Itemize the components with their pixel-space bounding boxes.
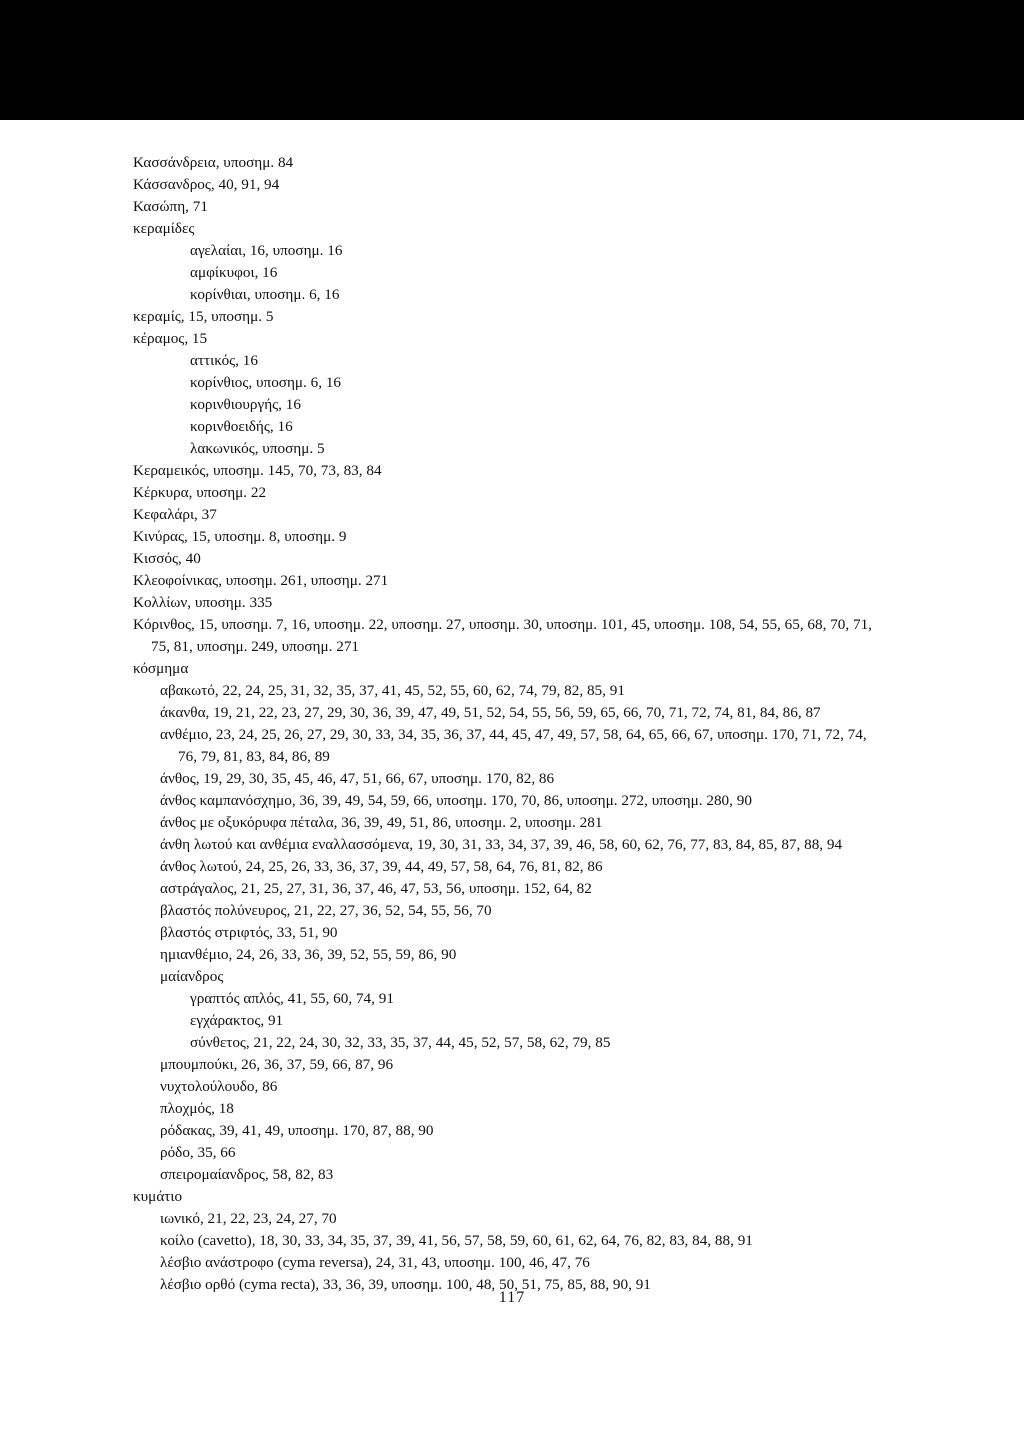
index-headword: Κάσσανδρος, 40, 91, 94	[133, 176, 280, 193]
index-headword: Κασσάνδρεια, υποσημ. 84	[133, 154, 294, 171]
index-subentry: ημιανθέμιο, 24, 26, 33, 36, 39, 52, 55, 59, 86, 90	[160, 946, 457, 963]
index-headword: Κεραμεικός, υποσημ. 145, 70, 73, 83, 84	[133, 462, 382, 479]
index-subentry: άνθος με οξυκόρυφα πέταλα, 36, 39, 49, 51, 86, υποσημ. 2, υποσημ. 281	[160, 814, 603, 831]
index-subentry: άκανθα, 19, 21, 22, 23, 27, 29, 30, 36, 39, 47, 49, 51, 52, 54, 55, 56, 59, 65, 66, 70, 71, 72, 74, 81, 84, 86, 87	[160, 704, 821, 721]
index-subentry: κορίνθιαι, υποσημ. 6, 16	[190, 286, 340, 303]
index-headword: κόσμημα	[133, 660, 189, 677]
index-subentry: κορίνθιος, υποσημ. 6, 16	[190, 374, 342, 391]
index-subentry: πλοχμός, 18	[160, 1100, 234, 1117]
index-subentry: λέσβιο ανάστροφο (cyma reversa), 24, 31, 43, υποσημ. 100, 46, 47, 76	[160, 1254, 590, 1271]
index-headword: Κεφαλάρι, 37	[133, 506, 217, 523]
index-subentry: κορινθοειδής, 16	[190, 418, 293, 435]
index-subentry: σπειρομαίανδρος, 58, 82, 83	[160, 1166, 334, 1183]
index-subentry: κοίλο (cavetto), 18, 30, 33, 34, 35, 37, 39, 41, 56, 57, 58, 59, 60, 61, 62, 64, 76, 82, 83, 84, 88, 91	[160, 1232, 753, 1249]
index-subentry: άνθος καμπανόσχημο, 36, 39, 49, 54, 59, 66, υποσημ. 170, 70, 86, υποσημ. 272, υποσημ. 280, 90	[160, 792, 752, 809]
index-subentry: βλαστός στριφτός, 33, 51, 90	[160, 924, 338, 941]
index-subentry: λακωνικός, υποσημ. 5	[190, 440, 325, 457]
index-headword: κεραμίς, 15, υποσημ. 5	[133, 308, 274, 325]
index-headword: Κινύρας, 15, υποσημ. 8, υποσημ. 9	[133, 528, 347, 545]
index-subentry: ρόδο, 35, 66	[160, 1144, 236, 1161]
index-headword: κεραμίδες	[133, 220, 195, 237]
index-headword: Κολλίων, υποσημ. 335	[133, 594, 273, 611]
index-headword: κυμάτιο	[133, 1188, 183, 1205]
index-subentry: άνθος, 19, 29, 30, 35, 45, 46, 47, 51, 66, 67, υποσημ. 170, 82, 86	[160, 770, 555, 787]
index-subentry: αβακωτό, 22, 24, 25, 31, 32, 35, 37, 41, 45, 52, 55, 60, 62, 74, 79, 82, 85, 91	[160, 682, 625, 699]
index-headword: Κισσός, 40	[133, 550, 201, 567]
index-headword: Κλεοφοίνικας, υποσημ. 261, υποσημ. 271	[133, 572, 389, 589]
index-subentry: νυχτολούλουδο, 86	[160, 1078, 278, 1095]
index-entries	[133, 152, 873, 1296]
index-subentry: μπουμπούκι, 26, 36, 37, 59, 66, 87, 96	[160, 1056, 394, 1073]
index-subentry: αγελαίαι, 16, υποσημ. 16	[190, 242, 343, 259]
index-subentry: μαίανδρος	[160, 968, 224, 985]
index-subentry: αττικός, 16	[190, 352, 258, 369]
index-subentry: άνθη λωτού και ανθέμια εναλλασσόμενα, 19, 30, 31, 33, 34, 37, 39, 46, 58, 60, 62, 76, 77, 83, 84, 85, 87, 88, 94	[160, 836, 843, 853]
index-subentry: άνθος λωτού, 24, 25, 26, 33, 36, 37, 39, 44, 49, 57, 58, 64, 76, 81, 82, 86	[160, 858, 603, 875]
index-headword: Κόρινθος, 15, υποσημ. 7, 16, υποσημ. 22, υποσημ. 27, υποσημ. 30, υποσημ. 101, 45, υποσημ. 108, 54, 55, 65, 68, 70, 71, 75, 81, υποσημ. 249, υποσημ. 271	[133, 616, 872, 655]
index-subentry: σύνθετος, 21, 22, 24, 30, 32, 33, 35, 37, 44, 45, 52, 57, 58, 62, 79, 85	[190, 1034, 611, 1051]
scan-top-band	[0, 0, 1024, 120]
index-headword: κέραμος, 15	[133, 330, 208, 347]
index-subentry: γραπτός απλός, 41, 55, 60, 74, 91	[190, 990, 394, 1007]
index-subentry: βλαστός πολύνευρος, 21, 22, 27, 36, 52, 54, 55, 56, 70	[160, 902, 492, 919]
index-subentry: λέσβιο ορθό (cyma recta), 33, 36, 39, υποσημ. 100, 48, 50, 51, 75, 85, 88, 90, 91	[160, 1276, 651, 1293]
index-subentry: αμφίκυφοι, 16	[190, 264, 278, 281]
index-subentry: εγχάρακτος, 91	[190, 1012, 284, 1029]
index-headword: Κασώπη, 71	[133, 198, 208, 215]
index-subentry: κορινθιουργής, 16	[190, 396, 301, 413]
index-subentry: ιωνικό, 21, 22, 23, 24, 27, 70	[160, 1210, 337, 1227]
index-subentry: ανθέμιο, 23, 24, 25, 26, 27, 29, 30, 33, 34, 35, 36, 37, 44, 45, 47, 49, 57, 58, 64, 65, 66, 67, υποσημ. 170, 71, 72, 74, 76, 79, 81, 83, 84, 86, 89	[160, 726, 867, 765]
index-subentry: ρόδακας, 39, 41, 49, υποσημ. 170, 87, 88, 90	[160, 1122, 434, 1139]
index-subentry: αστράγαλος, 21, 25, 27, 31, 36, 37, 46, 47, 53, 56, υποσημ. 152, 64, 82	[160, 880, 592, 897]
page-number: 117	[498, 1289, 526, 1306]
index-headword: Κέρκυρα, υποσημ. 22	[133, 484, 267, 501]
